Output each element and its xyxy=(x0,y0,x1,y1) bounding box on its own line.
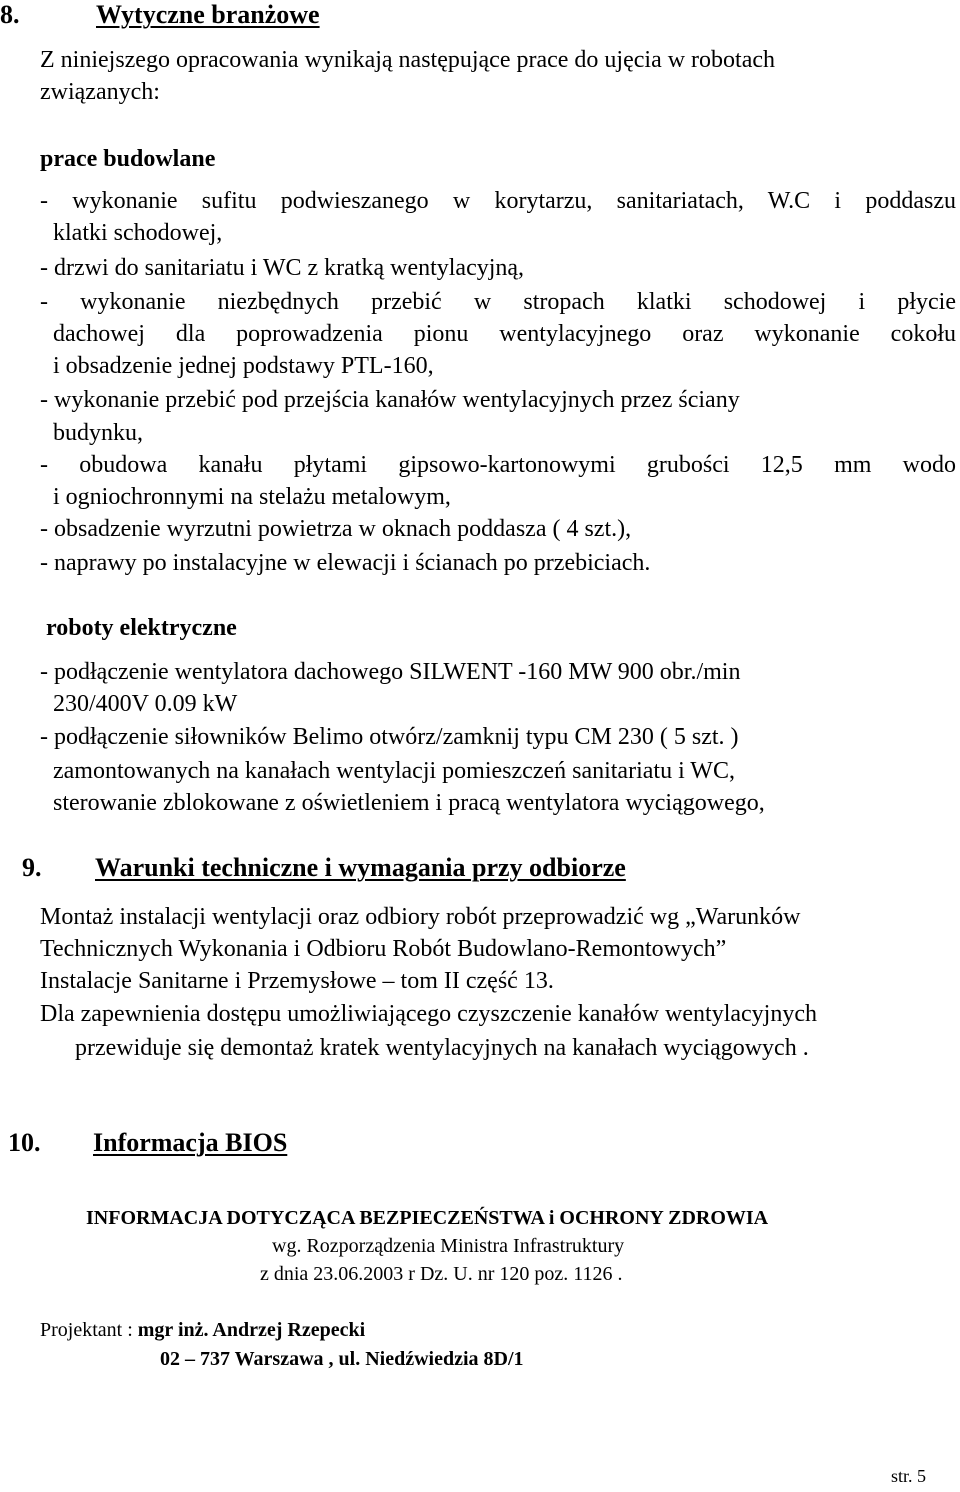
designer-name: mgr inż. Andrzej Rzepecki xyxy=(137,1319,366,1341)
construction-heading: prace budowlane xyxy=(40,146,216,172)
electrical-item: - podłączenie siłowników Belimo otwórz/zamknij typu CM 230 ( 5 szt. ) xyxy=(40,724,739,750)
construction-item: klatki schodowej, xyxy=(53,220,223,246)
section-10-number: 10. xyxy=(8,1128,41,1157)
electrical-item: 230/400V 0.09 kW xyxy=(53,691,238,717)
designer-block xyxy=(40,1318,365,1342)
page-number: str. 5 xyxy=(891,1466,927,1486)
construction-item: dachowej dla poprowadzenia pionu wentylacyjnego oraz wykonanie cokołu xyxy=(53,321,956,347)
section-9-line: Montaż instalacji wentylacji oraz odbiory robót przeprowadzić wg „Warunków xyxy=(40,904,801,930)
section-9-line: przewiduje się demontaż kratek wentylacyjnych na kanałach wyciągowych . xyxy=(75,1035,809,1061)
section-9-title: Warunki techniczne i wymagania przy odbiorze xyxy=(95,853,626,882)
section-8-number: 8. xyxy=(0,0,20,29)
section-9-number: 9. xyxy=(22,853,42,882)
construction-item: - wykonanie sufitu podwieszanego w korytarzu, sanitariatach, W.C i poddaszu xyxy=(40,188,956,214)
construction-item: - wykonanie niezbędnych przebić w stropach klatki schodowej i płycie xyxy=(40,289,956,315)
section-10-title: Informacja BIOS xyxy=(93,1128,288,1157)
construction-item: i obsadzenie jednej podstawy PTL-160, xyxy=(53,353,434,379)
bios-notice-line: z dnia 23.06.2003 r Dz. U. nr 120 poz. 1126 . xyxy=(260,1263,623,1285)
electrical-item: sterowanie zblokowane z oświetleniem i pracą wentylatora wyciągowego, xyxy=(53,790,765,816)
construction-item: i ogniochronnymi na stelażu metalowym, xyxy=(53,484,451,510)
construction-item: - naprawy po instalacyjne w elewacji i ścianach po przebiciach. xyxy=(40,550,651,576)
electrical-heading: roboty elektryczne xyxy=(46,615,237,641)
section-9-line: Technicznych Wykonania i Odbioru Robót Budowlano-Remontowych” xyxy=(40,936,727,962)
intro-line: Z niniejszego opracowania wynikają następujące prace do ujęcia w robotach xyxy=(40,47,776,73)
bios-notice-title: INFORMACJA DOTYCZĄCA BEZPIECZEŃSTWA i OCHRONY ZDROWIA xyxy=(86,1207,769,1229)
electrical-item: zamontowanych na kanałach wentylacji pomieszczeń sanitariatu i WC, xyxy=(53,758,735,784)
section-9-line: Instalacje Sanitarne i Przemysłowe – tom II część 13. xyxy=(40,968,554,994)
construction-item: - drzwi do sanitariatu i WC z kratką wentylacyjną, xyxy=(40,255,525,281)
construction-item: - obsadzenie wyrzutni powietrza w oknach poddasza ( 4 szt.), xyxy=(40,516,632,542)
designer-label: Projektant : xyxy=(40,1319,138,1341)
construction-item: - wykonanie przebić pod przejścia kanałów wentylacyjnych przez ściany xyxy=(40,387,740,413)
intro-line: związanych: xyxy=(40,79,160,105)
designer-address: 02 – 737 Warszawa , ul. Niedźwiedzia 8D/1 xyxy=(160,1348,524,1370)
section-8-title: Wytyczne branżowe xyxy=(96,0,320,29)
section-9-line: Dla zapewnienia dostępu umożliwiającego czyszczenie kanałów wentylacyjnych xyxy=(40,1001,817,1027)
electrical-item: - podłączenie wentylatora dachowego SILWENT -160 MW 900 obr./min xyxy=(40,659,741,685)
construction-item: - obudowa kanału płytami gipsowo-kartonowymi grubości 12,5 mm wodo xyxy=(40,452,956,478)
construction-item: budynku, xyxy=(53,420,143,446)
bios-notice-line: wg. Rozporządzenia Ministra Infrastruktury xyxy=(272,1235,625,1257)
